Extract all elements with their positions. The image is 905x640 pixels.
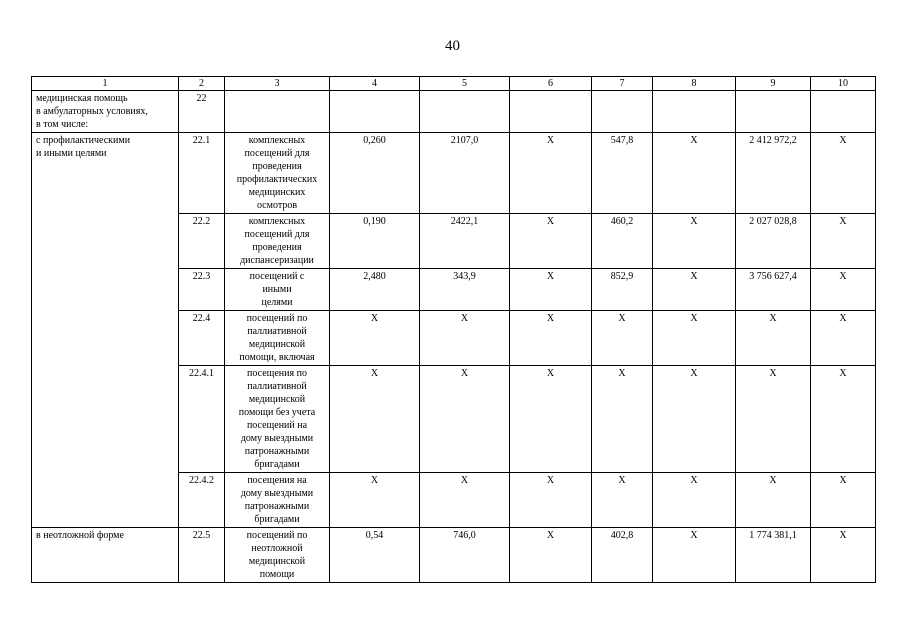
row-code: 22.5: [179, 528, 225, 583]
table-cell: X: [330, 366, 420, 473]
column-header: 7: [592, 77, 653, 91]
column-header: 2: [179, 77, 225, 91]
page-number: 40: [445, 38, 460, 54]
table-cell: 2107,0: [420, 133, 510, 214]
table-cell: X: [510, 133, 592, 214]
row-label: в неотложной форме: [32, 528, 179, 583]
table-cell: X: [736, 366, 811, 473]
table-row: [32, 91, 876, 133]
table-cell: X: [510, 269, 592, 311]
table-cell: X: [420, 366, 510, 473]
table-cell: X: [510, 473, 592, 528]
table-cell: X: [653, 311, 736, 366]
row-code: 22.3: [179, 269, 225, 311]
table-cell: 2,480: [330, 269, 420, 311]
table-cell: [420, 91, 510, 133]
column-header: 1: [32, 77, 179, 91]
table-cell: 852,9: [592, 269, 653, 311]
table-cell: [653, 91, 736, 133]
row-label: медицинская помощь в амбулаторных условиях, в том числе:: [32, 91, 179, 133]
visit-type: комплексных посещений для проведения профилактических медицинских осмотров: [225, 133, 330, 214]
column-header: 4: [330, 77, 420, 91]
table-cell: 343,9: [420, 269, 510, 311]
table-cell: X: [592, 366, 653, 473]
visit-type: посещений с иными целями: [225, 269, 330, 311]
row-code: 22.4.2: [179, 473, 225, 528]
row-code: 22.4.1: [179, 366, 225, 473]
table-cell: X: [330, 473, 420, 528]
table-cell: X: [811, 214, 876, 269]
row-code: 22.4: [179, 311, 225, 366]
table-cell: X: [510, 528, 592, 583]
table-cell: X: [653, 133, 736, 214]
table-row: [32, 133, 876, 214]
row-label: с профилактическими и иными целями: [32, 133, 179, 528]
table-cell: 3 756 627,4: [736, 269, 811, 311]
visit-type: комплексных посещений для проведения диспансеризации: [225, 214, 330, 269]
table-cell: 2422,1: [420, 214, 510, 269]
table-cell: X: [736, 311, 811, 366]
visit-type: посещения на дому выездными патронажными бригадами: [225, 473, 330, 528]
row-code: 22.1: [179, 133, 225, 214]
row-code: 22: [179, 91, 225, 133]
visit-type: посещений по неотложной медицинской помощи: [225, 528, 330, 583]
table-cell: X: [811, 133, 876, 214]
table-cell: X: [510, 366, 592, 473]
table-cell: X: [736, 473, 811, 528]
column-header: 10: [811, 77, 876, 91]
table-cell: X: [510, 214, 592, 269]
table-cell: X: [592, 473, 653, 528]
table-cell: 1 774 381,1: [736, 528, 811, 583]
table-cell: 0,190: [330, 214, 420, 269]
table-cell: X: [653, 366, 736, 473]
table-cell: [330, 91, 420, 133]
table-cell: X: [510, 311, 592, 366]
column-header: 5: [420, 77, 510, 91]
table-cell: 547,8: [592, 133, 653, 214]
table-cell: X: [811, 366, 876, 473]
visit-type: посещений по паллиативной медицинской помощи, включая: [225, 311, 330, 366]
table-cell: 460,2: [592, 214, 653, 269]
table-cell: 0,260: [330, 133, 420, 214]
table-cell: X: [811, 269, 876, 311]
visit-type: посещения по паллиативной медицинской помощи без учета посещений на дому выездными патронажными бригадами: [225, 366, 330, 473]
column-header: 6: [510, 77, 592, 91]
table-cell: [510, 91, 592, 133]
table-cell: X: [592, 311, 653, 366]
table-row: [32, 528, 876, 583]
column-header: 3: [225, 77, 330, 91]
table-cell: X: [653, 269, 736, 311]
table-cell: 2 412 972,2: [736, 133, 811, 214]
column-header: 8: [653, 77, 736, 91]
visit-type: [225, 91, 330, 133]
table-cell: 402,8: [592, 528, 653, 583]
table-cell: X: [653, 528, 736, 583]
table-cell: [811, 91, 876, 133]
table-cell: X: [811, 528, 876, 583]
table-cell: 0,54: [330, 528, 420, 583]
column-header: 9: [736, 77, 811, 91]
table-cell: 2 027 028,8: [736, 214, 811, 269]
table-cell: X: [420, 473, 510, 528]
row-code: 22.2: [179, 214, 225, 269]
table-header-row: [32, 77, 876, 91]
table-cell: [736, 91, 811, 133]
table-cell: X: [811, 473, 876, 528]
table-cell: X: [420, 311, 510, 366]
table-cell: X: [811, 311, 876, 366]
table-cell: [592, 91, 653, 133]
table-cell: X: [330, 311, 420, 366]
data-table: [31, 76, 876, 583]
table-cell: X: [653, 214, 736, 269]
table-cell: X: [653, 473, 736, 528]
table-cell: 746,0: [420, 528, 510, 583]
